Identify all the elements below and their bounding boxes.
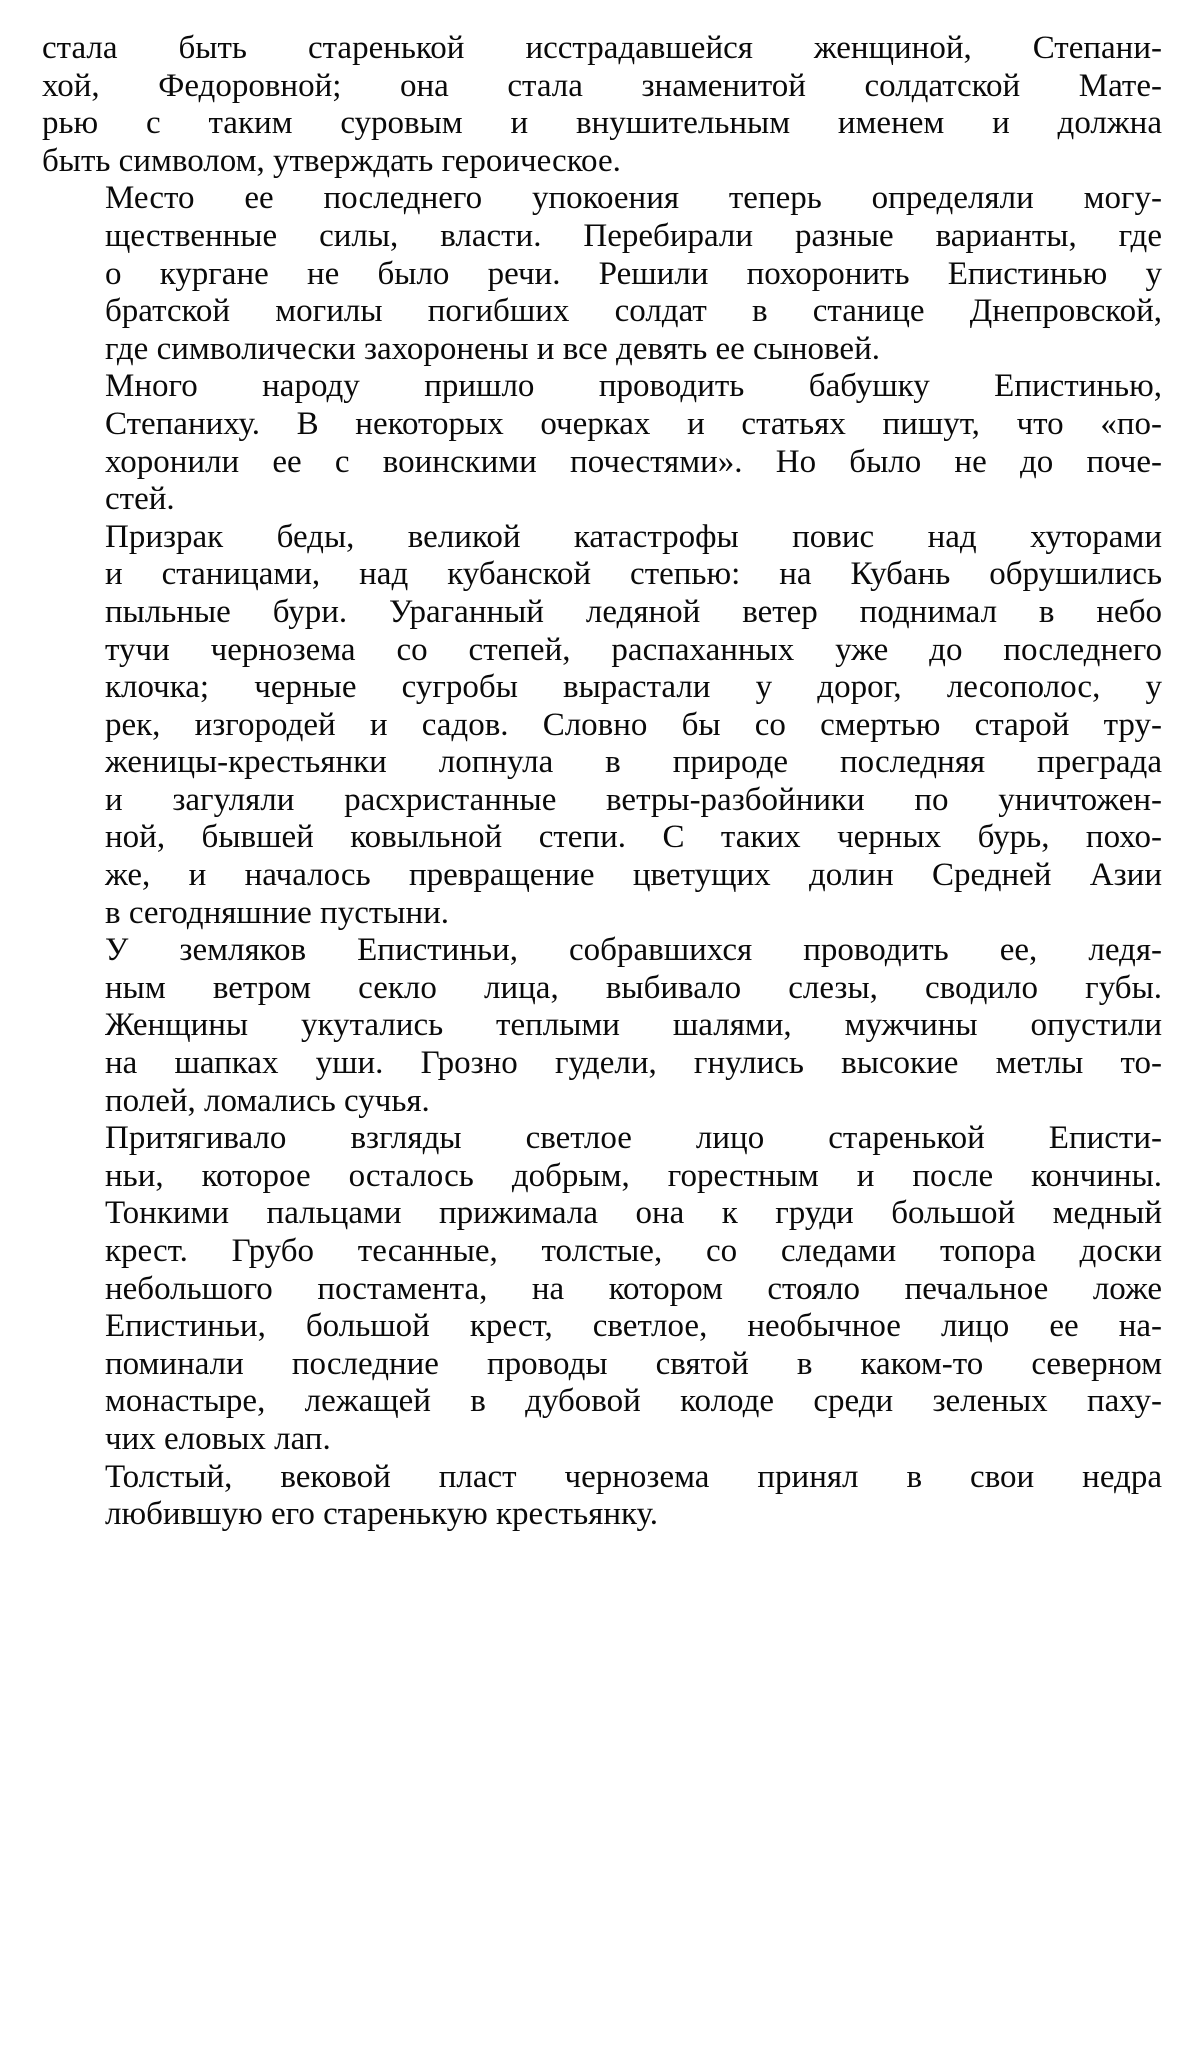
text-line: Тонкими пальцами прижимала она к груди большой медный [105,1195,1162,1232]
text-line: чих еловых лап. [105,1420,331,1457]
text-line: тучи чернозема со степей, распаханных уже до последнего [105,631,1162,668]
text-line: Степаниху. В некоторых очерках и статьях пишут, что «по- [105,405,1162,442]
text-line: женицы-крестьянки лопнула в природе последняя преграда [105,744,1162,781]
text-line: щественные силы, власти. Перебирали разные варианты, где [105,217,1162,254]
text-line: клочка; черные сугробы вырастали у дорог, лесополос, у [105,669,1162,706]
text-line: пыльные бури. Ураганный ледяной ветер поднимал в небо [105,593,1162,630]
text-line: Призрак беды, великой катастрофы повис над хуторами [105,518,1162,555]
text-line: стала быть старенькой исстрадавшейся женщиной, Степани- [42,30,1162,66]
text-line: ной, бывшей ковыльной степи. С таких черных бурь, похо- [105,819,1162,856]
paragraph-4 [42,519,1162,933]
text-line: стей. [105,481,175,518]
text-line: монастыре, лежащей в дубовой колоде среди зеленых паху- [105,1383,1162,1420]
text-line: в сегодняшние пустыни. [105,894,450,931]
text-line: рью с таким суровым и внушительным именем и должна [42,105,1162,142]
text-line: хой, Федоровной; она стала знаменитой солдатской Мате- [42,67,1162,104]
text-line: хоронили ее с воинскими почестями». Но было не до поче- [105,443,1162,480]
text-line: любившую его старенькую крестьянку. [105,1496,658,1533]
text-line: Место ее последнего упокоения теперь определяли могу- [105,180,1162,217]
text-line: Притягивало взгляды светлое лицо старенькой Еписти- [105,1120,1162,1157]
text-page [42,30,1162,1534]
paragraph-1 [42,30,1162,180]
paragraph-6 [42,1120,1162,1458]
paragraph-5 [42,932,1162,1120]
text-line: Много народу пришло проводить бабушку Епистинью, [105,368,1162,405]
text-line: поминали последние проводы святой в каком-то северном [105,1345,1162,1382]
text-line: на шапках уши. Грозно гудели, гнулись высокие метлы то- [105,1045,1162,1082]
text-line: братской могилы погибших солдат в станице Днепровской, [105,293,1162,330]
text-line: полей, ломались сучья. [105,1082,430,1119]
text-line: Толстый, вековой пласт чернозема принял в свои недра [105,1458,1162,1495]
text-line: о кургане не было речи. Решили похоронить Епистинью у [105,255,1162,292]
text-line: крест. Грубо тесанные, толстые, со следами топора доски [105,1233,1162,1269]
text-line: и станицами, над кубанской степью: на Кубань обрушились [105,556,1162,593]
text-line: У земляков Епистиньи, собравшихся проводить ее, ледя- [105,932,1162,969]
paragraph-2 [42,180,1162,368]
text-line: ньи, которое осталось добрым, горестным и после кончины. [105,1157,1162,1194]
text-line: и загуляли расхристанные ветры-разбойники по уничтожен- [105,781,1162,818]
text-line: ным ветром секло лица, выбивало слезы, сводило губы. [105,969,1162,1006]
text-line: же, и началось превращение цветущих долин Средней Азии [105,857,1162,894]
text-line: быть символом, утверждать героическое. [42,142,621,179]
text-line: рек, изгородей и садов. Словно бы со смертью старой тру- [105,706,1162,743]
paragraph-3 [42,368,1162,518]
text-line: Женщины укутались теплыми шалями, мужчины опустили [105,1007,1162,1044]
text-line: где символически захоронены и все девять ее сыновей. [105,330,880,367]
paragraph-7 [42,1459,1162,1534]
text-line: небольшого постамента, на котором стояло печальное ложе [105,1270,1162,1307]
text-line: Епистиньи, большой крест, светлое, необычное лицо ее на- [105,1308,1162,1345]
